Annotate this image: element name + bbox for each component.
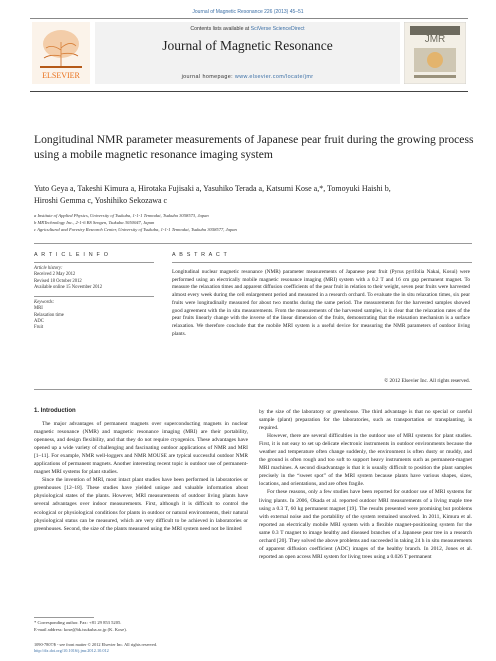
elsevier-logo-text: ELSEVIER [42, 71, 80, 80]
affiliation-b: b MRTechnology Inc., 2-1-6 BS Sengen, Tsukuba 3050047, Japan [34, 220, 155, 226]
authors-line-1[interactable]: Yuto Geya a, Takeshi Kimura a, Hirotaka Fujisaki a, Yasuhiko Terada a, Katsumi Kose a,*, Tomoyuki Haishi b, [34, 184, 391, 193]
body-column-right [259, 408, 472, 561]
article-history [34, 266, 159, 291]
footnote-rule [34, 617, 94, 618]
journal-reference[interactable]: Journal of Magnetic Resonance 226 (2013) 45–51 [192, 9, 304, 15]
affiliations [34, 212, 474, 234]
keyword-item: Relaxation time [34, 312, 64, 318]
divider-abstract [172, 262, 472, 263]
journal-title: Journal of Magnetic Resonance [162, 38, 333, 53]
keywords-label: Keywords: [34, 300, 55, 305]
abstract-body: Longitudinal nuclear magnetic resonance (NMR) parameter measurements of Japanese pear fruit (Pyrus pyrifolia Nakai, Kosui) were performed using an electrically mobile magnetic resonance imaging (MRI) system with a 0.2 T and 16 cm gap permanent magnet. To measure the relaxation times and apparent diffusion coefficients of the pear fruit in relation to their weight, seven pear fruits were harvested almost every week during the cell enlargement period and measured in a research orchard. To evaluate the in situ relaxation times, six pear fruits were longitudinally measured for about two months during the same period. The measurements for the harvested samples showed good agreement with the in situ measurements. From the measurements of the harvested samples, it is clear that the relaxation rates of the pear fruits linearly change with the inverse of the linear dimension of the fruits, demonstrating that the relaxation mechanism is a surface relaxation. We therefore conclude that the mobile MRI system is a useful device for measuring the NMR parameters of outdoor living plants. [172, 269, 470, 337]
paragraph: Since the invention of MRI, most intact plant studies have been performed in laboratories or greenhouses [12–18]. These studies have yielded unique and valuable information about physiological states of the plants. However, MRI measurements of outdoor living plants have several advantages over indoor measurements. First, although it is difficult to control the ecological or physiological conditions for plants in outdoor or natural environments, their natural physiological status can be measured, which are very difficult to be achieved in laboratories or greenhouses. Second, the size of the plants measured using the MRI system need not be limited [34, 477, 248, 532]
doi-link[interactable]: http://dx.doi.org/10.1016/j.jmr.2012.10.012 [34, 648, 109, 654]
history-revised: Revised 18 October 2012 [34, 278, 82, 284]
sciencedirect-link[interactable]: SciVerse ScienceDirect [250, 26, 305, 32]
front-matter-note [34, 642, 274, 654]
authors-line-2[interactable]: Hiroshi Gemma c, Yoshihiko Sekozawa c [34, 196, 168, 205]
article-title: Longitudinal NMR parameter measurements of Japanese pear fruit during the growing process using a mobile magnetic resonance imaging system [34, 133, 474, 161]
footnote [34, 620, 248, 633]
author-email[interactable]: E-mail address: kose@bk.tsukuba.ac.jp (K. Kose). [34, 626, 127, 632]
divider-top [34, 243, 472, 244]
paragraph: The major advantages of permanent magnets over superconducting magnets in nuclear magnetic resonance (NMR) and magnetic resonance imaging (MRI) are their portability, openness, and design flexibility, and that they do not require cryogenics. These advantages have opened up a wide variety of challenging and fascinating outdoor applications of NMR and MRI [1–11]. For example, NMR well-loggers and NMR MOUSE are typical successful outdoor NMR applications of permanent magnets. Another interesting recent topic is outdoor use of permanent-magnet MRI systems for plant studies. [34, 421, 248, 476]
author-list [34, 183, 474, 207]
article-info-label: A R T I C L E I N F O [34, 252, 110, 258]
corresponding-author: * Corresponding author. Fax: +81 29 853 5205. [34, 620, 122, 625]
jmr-cover-text: JMR [424, 34, 446, 45]
contents-prefix: Contents lists available at [190, 26, 251, 32]
journal-homepage [95, 74, 400, 80]
homepage-prefix: journal homepage: [181, 74, 235, 80]
section-heading-introduction: 1. Introduction [34, 408, 76, 414]
divider-keywords [34, 296, 154, 297]
issn-line: 1090-7807/$ - see front matter © 2012 Elsevier Inc. All rights reserved. [34, 642, 158, 647]
divider-info [34, 262, 154, 263]
affiliation-c: c Agricultural and Forestry Research Center, University of Tsukuba, 1-1-1 Tennodai, Tsukuba 3058577, Japan [34, 227, 237, 233]
keyword-item: ADC [34, 318, 44, 324]
paragraph: However, there are several difficulties in the outdoor use of MRI systems for plant studies. First, it is not easy to set up delicate electronic instruments in outdoor environments because the weather and temperature often change suddenly, the environment is often dusty or muddy, and the ground is often rough and too soft to support heavy instruments such as permanent-magnet MRI machines. A second disadvantage is that it is usually difficult to position the plant samples precisely in the “sweet spot” of the MRI system because plants have various shapes, sizes, locations, and orientations, and are often fragile. [259, 433, 472, 488]
elsevier-logo [32, 22, 90, 84]
history-online: Available online 15 November 2012 [34, 284, 103, 290]
keyword-item: Fruit [34, 325, 44, 331]
keyword-item: MRI [34, 306, 43, 312]
history-received: Received 2 May 2012 [34, 272, 76, 278]
body-column-left [34, 420, 248, 533]
paragraph: For these reasons, only a few studies have been reported for outdoor use of MRI systems for living plants. In 2006, Okada et al. reported outdoor MRI measurements of a living maple tree using a 0.3 T, 60 kg permanent magnet [19]. The results presented were promising but problems with external noise and the portability of the system remained unsolved. In 2011, Kimura et al. reported an electrically mobile MRI system with a flexible magnet-positioning system for the same 0.3 T magnet to image healthy and diseased branches of a Japanese pear tree in a research orchard [20]. They solved the above problems and succeeded in taking 24 h in situ measurements of apparent diffusion coefficient (ADC) images of the healthy branch. In 2012, Jones et al. reported an open access MRI system for living trees using a 0.026 T permanent [259, 489, 472, 560]
homepage-link[interactable]: www.elsevier.com/locate/jmr [234, 74, 314, 80]
affiliation-a: a Institute of Applied Physics, University of Tsukuba, 1-1-1 Tennodai, Tsukuba 3058573, Japan [34, 213, 209, 218]
contents-line [95, 26, 400, 32]
journal-cover-image [404, 22, 466, 84]
paragraph: by the size of the laboratory or greenhouse. The third advantage is that no special or careful sample (plant) preparation for the laboratories, such as transportation or transplanting, is required. [259, 409, 472, 432]
divider-body [34, 389, 472, 390]
abstract-label: A B S T R A C T [172, 252, 229, 258]
keywords [34, 300, 159, 331]
copyright-notice: © 2012 Elsevier Inc. All rights reserved. [384, 378, 470, 384]
history-label: Article history: [34, 266, 63, 271]
